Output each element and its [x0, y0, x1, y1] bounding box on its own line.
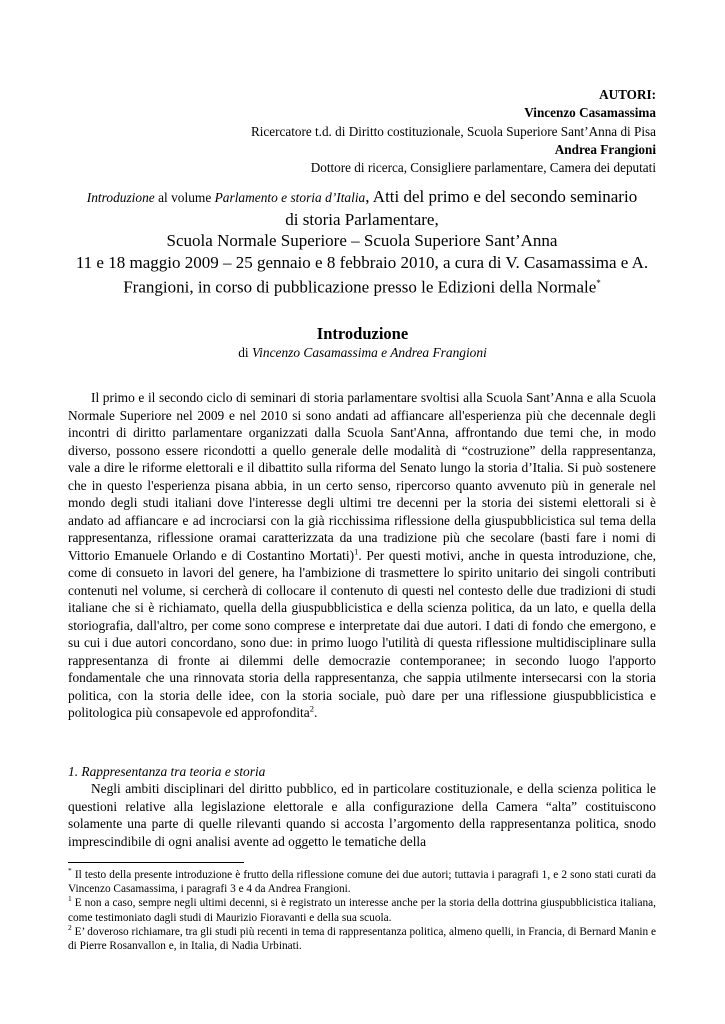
article-title: Introduzione — [316, 324, 409, 343]
footnote-2-mark: 2 — [68, 923, 72, 933]
paragraph-1-part-c: . — [313, 705, 318, 720]
paragraph-2 — [68, 780, 656, 850]
volume-intro-word: Introduzione — [86, 190, 155, 205]
volume-line-4: 11 e 18 maggio 2009 – 25 gennaio e 8 febbraio 2010, a cura di V. Casamassima e A. — [75, 252, 649, 272]
author-2-role: Dottore di ricerca, Consigliere parlamentare, Camera dei deputati — [310, 160, 656, 176]
footnote-star-mark: * — [68, 866, 72, 876]
paragraph-2-text: Negli ambiti disciplinari del diritto pubblico, ed in particolare costituzionale, e della scienza politica le questioni relative alla legislazione elettorale e alla configurazione della Camera “alta” costituiscono solamente una parte di quelle rilevanti quando si accosta l’argomento della rappresentanza politica, snodo imprescindibile di ogni analisi avente ad oggetto le tematiche della — [68, 781, 656, 849]
author-2-name: Andrea Frangioni — [554, 141, 656, 157]
section-1-heading: 1. Rappresentanza tra teoria e storia — [68, 764, 266, 779]
byline-prefix: di — [238, 345, 252, 360]
volume-line-2: di storia Parlamentare, — [285, 209, 439, 229]
author-1-role: Ricercatore t.d. di Diritto costituzionale, Scuola Superiore Sant’Anna di Pisa — [250, 123, 656, 139]
footnote-1-text: E non a caso, sempre negli ultimi decenni, si è registrato un interesse anche per la storia della dottrina giuspubblicistica italiana, come testimoniato dagli studi di Maurizio Fioravanti e della sua scuola. — [68, 897, 656, 924]
footnote-2 — [68, 925, 656, 953]
volume-title: Parlamento e storia d’Italia — [214, 190, 366, 205]
footnotes — [68, 868, 656, 953]
paragraph-1 — [68, 389, 656, 722]
author-1-name: Vincenzo Casamassima — [524, 105, 656, 121]
article-byline — [0, 345, 725, 361]
volume-line-3: Scuola Normale Superiore – Scuola Superiore Sant’Anna — [166, 231, 558, 250]
volume-line-1-rest: , Atti del primo e del secondo seminario — [365, 187, 638, 206]
volume-info — [55, 186, 669, 298]
paragraph-1-part-a: Il primo e il secondo ciclo di seminari di storia parlamentare svoltisi alla Scuola Sant’Anna e alla Scuola Normale Superiore nel 2009 e nel 2010 si sono andati ad affiancare all'esperienza più che decennale degli incontri di diritto parlamentare organizzati dalla Scuola Sant'Anna, affrontando due temi che, in modo diverso, possono essere ricondotti a quello generale delle modalità di “costruzione” della rappresentanza, vale a dire le riforme elettorali e il dibattito sulla riforma del Senato lungo la storia d’Italia. Si può sostenere che in questo l'esperienza pisana abbia, in un certo senso, ripercorso quanto avvenuto più in generale nel mondo degli studi italiani dove l'interesse degli ultimi tre decenni per la storia dei sistemi elettorali si è andato ad affiancare e ad incrociarsi con la già ricchissima riflessione della giuspubblicistica sul tema della rappresentanza, riflessione oramai caratterizzata da una tradizione più che secolare (basti fare i nomi di Vittorio Emanuele Orlando e di Costantino Mortati) — [68, 390, 656, 563]
volume-line-5 — [55, 273, 669, 298]
footnote-star-text: Il testo della presente introduzione è frutto della riflessione comune dei due autori; tuttavia i paragrafi 1, e 2 sono stati curati da Vincenzo Casamassima, i paragrafi 3 e 4 da Andrea Frangioni. — [68, 869, 656, 896]
volume-line-5-text: Frangioni, in corso di pubblicazione presso le Edizioni della Normale — [123, 277, 597, 297]
footnote-2-text: E’ doveroso richiamare, tra gli studi più recenti in tema di rappresentanza politica, almeno quelli, in Francia, di Bernard Manin e di Pierre Rosanvallon e, in Italia, di Nadia Urbinati. — [68, 925, 656, 953]
footnote-ref-2: 2 — [309, 703, 314, 714]
footnote-1 — [68, 896, 656, 924]
paragraph-1-part-b: . Per questi motivi, anche in questa introduzione, che, come di consueto in lavori del genere, ha l'ambizione di trasmettere lo spirito unitario dei singoli contributi contenuti nel volume, si cercherà di collocare il contenuto di questi nel contesto delle due tradizioni di studi italiane che si è richiamato, quella della giuspubblicistica e della scienza politica, da un lato, e quella della storiografia, dall'altro, per come sono comprese e interpretate dai due autori. I dati di fondo che emergono, e su cui i due autori concordano, sono due: in primo luogo l'utilità di questa riflessione multidisciplinare sulla rappresentanza di fronte ai dilemmi delle democrazie contemporanee; in secondo luogo l'apporto fondamentale che una rinnovata storia della rappresentanza, che sappia utilmente intersecarsi con la storia politica, con la storia delle idee, con la storia sociale, può dare per una riflessione giuspubblicistica e politologica più consapevole ed approfondita — [68, 547, 656, 720]
authors-block — [251, 86, 656, 177]
footnote-star — [68, 868, 656, 896]
authors-heading: AUTORI: — [599, 87, 656, 102]
footnote-separator — [68, 862, 244, 863]
volume-line-1 — [55, 186, 669, 209]
paragraph-1-text — [68, 389, 656, 722]
footnote-1-mark: 1 — [68, 894, 72, 904]
volume-al-volume: al volume — [154, 190, 215, 205]
volume-footnote-mark: * — [596, 278, 601, 288]
byline-authors: Vincenzo Casamassima e Andrea Frangioni — [251, 345, 487, 360]
footnote-ref-1: 1 — [354, 546, 359, 557]
